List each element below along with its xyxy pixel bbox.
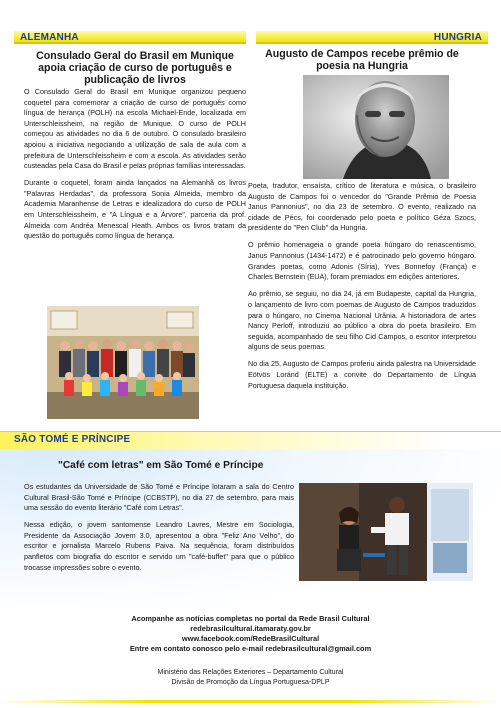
paragraph: Ao prêmio, se seguiu, no dia 24, já em Budapeste, capital da Hungria, o lançamento de livro com poemas de Augusto de Campos traduzidos para o húngaro, no Cinema Nacional Urânia. A historiadora de artes Nancy Perloff, introduziu ao público a obra do poeta brasileiro. Em seguida, acompanhado de seu filho Cid Campos, o escritor interpretou alguns de seus poemas. (248, 289, 476, 352)
title-line: poesia na Hungria (316, 60, 408, 72)
footer-credits (80, 668, 421, 687)
article-body-saotome (24, 482, 294, 580)
ministry-credit: Ministério das Relações Exteriores – Departamento Cultural (157, 669, 344, 676)
title-line: Augusto de Campos recebe prêmio de (265, 48, 459, 60)
contact-email-text: Entre em contato conosco pelo e-mail redebrasilcultural@gmail.com (129, 644, 372, 653)
article-title-saotome: "Café com letras" em São Tomé e Príncipe (58, 460, 264, 471)
event-photo (299, 483, 473, 581)
paragraph: Os estudantes da Universidade de São Tomé e Príncipe lotaram a sala do Centro Cultural Brasil-São Tomé e Príncipe (CCBSTP), no dia 27 de setembro, para mais uma sessão do evento literário "Café com Letras". (24, 482, 294, 513)
article-body-hungria (248, 181, 476, 398)
portal-link[interactable]: redebrasilcultural.itamaraty.gov.br (190, 624, 311, 633)
portrait-photo (303, 75, 449, 179)
bottom-accent-line (0, 700, 501, 703)
paragraph: Poeta, tradutor, ensaísta, crítico de literatura e música, o brasileiro Augusto de Campos foi o vencedor do "Grande Prêmio de Poesia Janus Pannonius", no dia 23 de setembro. O evento, realizado na cidade de Pécs, foi coordenado pelo poeta e político Géza Szocs, presidente do "Pen Club" da Hungria. (248, 181, 476, 233)
title-line: Consulado Geral do Brasil em Munique (36, 50, 234, 62)
paragraph: O Consulado Geral do Brasil em Munique organizou pequeno coquetel para comemorar a criação de curso de português como língua de herança (POLH) na escola Michael-Ende, localizada em Unterschleissheim, na região de Munique. O curso de POLH começou as atividades no dia 6 de outubro. O consulado brasileiro apoiou a iniciativa negociando a utilização de sala de aula com a prefeitura de Unterschleissheim e com a escola. As atividades serão custeadas pela Casa do Brasil e pelas próprias famílias interessadas. (24, 87, 246, 171)
article-body-alemanha (24, 87, 246, 248)
title-line: apoia criação de curso de português e (38, 62, 232, 74)
division-credit: Divisão de Promoção da Língua Portuguesa-DPLP (171, 678, 330, 686)
section-header-alemanha: ALEMANHA (14, 31, 246, 44)
section-header-saotome: SÃO TOMÉ E PRÍNCIPE (0, 431, 501, 449)
group-photo-image (47, 306, 199, 419)
footer-links (80, 614, 421, 654)
footer-portal-text: Acompanhe as notícias completas no portal da Rede Brasil Cultural (131, 614, 370, 623)
portrait-photo-image (303, 75, 449, 179)
paragraph: O prêmio homenageia o grande poeta húngaro do renascentismo, Janus Pannonius (1434-1472) e é patrocinado pelo governo húngaro. Grandes poetas, como Adonis (Síria), Yves Bonnefoy (França) e Charles Bernstein (EUA), foram premiados em edições anteriores. (248, 240, 476, 282)
article-title-alemanha (24, 50, 246, 86)
facebook-link[interactable]: www.facebook.com/RedeBrasilCultural (181, 634, 320, 643)
article-title-hungria (256, 48, 468, 72)
group-photo (47, 306, 199, 419)
title-line: publicação de livros (84, 74, 186, 86)
paragraph: No dia 25, Augusto de Campos proferiu ainda palestra na Universidade Eötvös Loránd (ELTE) a convite do Departamento de Língua Portuguesa daquela instituição. (248, 359, 476, 390)
event-photo-image (299, 483, 473, 581)
section-header-hungria: HUNGRIA (256, 31, 488, 44)
paragraph: Nessa edição, o jovem santomense Leandro Lavres, Mestre em Sociologia, Presidente da Associação Jovem 3.0, apresentou a obra "Feliz Ano Velho", do escritor e jornalista Marcelo Rubens Paiva. Na sequência, foram distribuídos panfletos com biografia do escritor e servido um "café-buffet" para que o público trocasse impressões sobre o evento. (24, 520, 294, 572)
paragraph: Durante o coquetel, foram ainda lançados na Alemanhã os livros "Palavras Herdadas", da professora Sonia Almeida, membro da Academia Maranhense de Letras e idealizadora do curso de POLH em Unterschleissheim, e "A Língua e a Árvore", parceria da prof. Almeida com Andréa Menescal Heath. Ambos os livros tratam da questão do português como língua de herança. (24, 178, 246, 241)
